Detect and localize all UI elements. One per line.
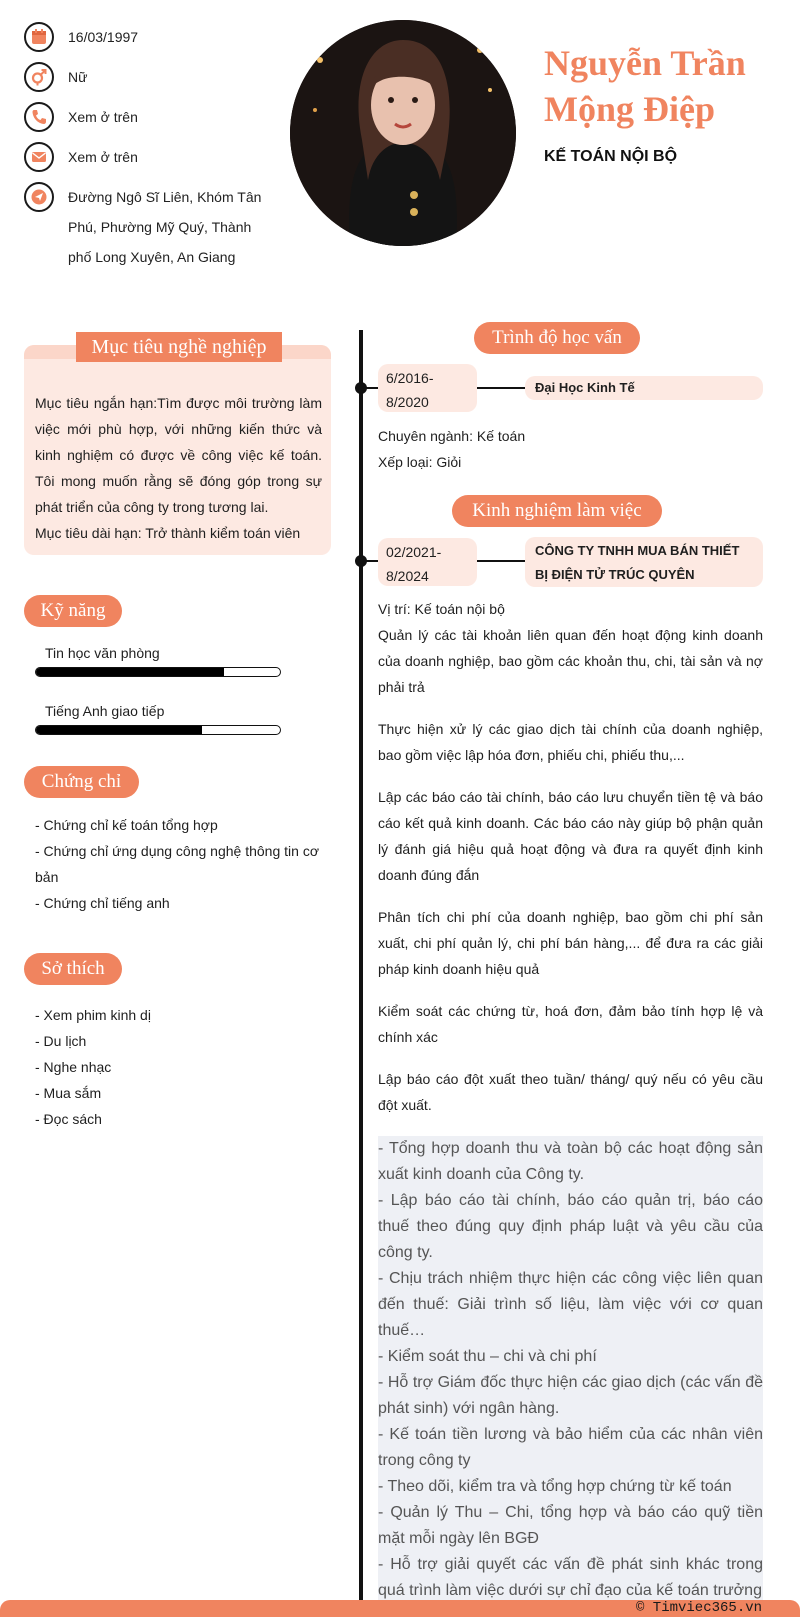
experience-role: Vị trí: Kế toán nội bộ xyxy=(378,601,505,617)
profile-photo xyxy=(290,20,516,246)
certificates-heading: Chứng chỉ xyxy=(24,766,139,798)
list-item: - Chứng chỉ tiếng anh xyxy=(35,895,170,911)
experience-duties xyxy=(378,596,763,1134)
education-heading: Trình độ học vấn xyxy=(474,322,640,354)
duty-item: Lập các báo cáo tài chính, báo cáo lưu chuyển tiền tệ và báo cáo kết quả kinh doanh. Các báo cáo này giúp bộ phận quản lý đánh giá hiệu quả hoạt động và đưa ra quyết định kinh doanh đúng đắn xyxy=(378,789,763,883)
duty-item: Phân tích chi phí của doanh nghiệp, bao gồm chi phí sản xuất, chi phí quản lý, chi phí bán hàng,... để đưa ra các giải pháp kinh doanh hiệu quả xyxy=(378,909,763,977)
list-item: - Du lịch xyxy=(35,1033,87,1049)
location-icon xyxy=(24,182,54,212)
list-item: - Kiểm soát thu – chi và chi phí xyxy=(378,1344,763,1370)
education-details xyxy=(378,423,763,475)
birthday-text: 16/03/1997 xyxy=(68,29,139,45)
objective-heading: Mục tiêu nghề nghiệp xyxy=(76,332,282,362)
list-item: - Tổng hợp doanh thu và toàn bộ các hoạt động sản xuất kinh doanh của Công ty. xyxy=(378,1136,763,1188)
education-grade: Xếp loại: Giỏi xyxy=(378,454,462,470)
list-item: - Chịu trách nhiệm thực hiện các công việc liên quan đến thuế: Giải trình số liệu, làm việc với cơ quan thuế… xyxy=(378,1266,763,1344)
hobbies-heading: Sở thích xyxy=(24,953,122,985)
list-item: - Nghe nhạc xyxy=(35,1059,112,1075)
phone-text: Xem ở trên xyxy=(68,109,138,125)
experience-extra-list xyxy=(378,1136,763,1604)
timeline-connector xyxy=(361,560,378,562)
skill-bar xyxy=(35,725,281,735)
list-item: - Đọc sách xyxy=(35,1111,102,1127)
experience-company: CÔNG TY TNHH MUA BÁN THIẾT BỊ ĐIỆN TỬ TRÚC QUYÊN xyxy=(525,537,763,587)
contact-gender xyxy=(24,62,87,92)
timeline-connector xyxy=(477,560,525,562)
contact-birthday xyxy=(24,22,138,52)
experience-heading: Kinh nghiệm làm việc xyxy=(452,495,662,527)
objective-long: Mục tiêu dài hạn: Trở thành kiểm toán viên xyxy=(35,525,301,541)
duty-item: Quản lý các tài khoản liên quan đến hoạt động kinh doanh của doanh nghiệp, bao gồm các khoản thu, chi, tài sản và nợ phải trả xyxy=(378,627,763,695)
duty-item: Kiểm soát các chứng từ, hoá đơn, đảm bảo tính hợp lệ và chính xác xyxy=(378,1003,763,1045)
candidate-name: Nguyễn Trần Mộng Điệp xyxy=(544,43,746,129)
address-text: Đường Ngô Sĩ Liên, Khóm Tân Phú, Phường Mỹ Quý, Thành phố Long Xuyên, An Giang xyxy=(68,189,262,265)
skill-bar xyxy=(35,667,281,677)
hobby-list xyxy=(35,1002,325,1132)
experience-date: 02/2021- 8/2024 xyxy=(378,538,477,586)
timeline-connector xyxy=(477,387,525,389)
education-school: Đại Học Kinh Tế xyxy=(525,376,763,400)
duty-item: Thực hiện xử lý các giao dịch tài chính của doanh nghiệp, bao gồm việc lập hóa đơn, phiếu chi, phiếu thu,... xyxy=(378,721,763,763)
list-item: - Quản lý Thu – Chi, tổng hợp và báo cáo quỹ tiền mặt mỗi ngày lên BGĐ xyxy=(378,1500,763,1552)
certificate-list xyxy=(35,812,325,916)
list-item: - Xem phim kinh dị xyxy=(35,1007,151,1023)
contact-address xyxy=(24,182,278,272)
list-item: - Kế toán tiền lương và bảo hiểm của các nhân viên trong công ty xyxy=(378,1422,763,1474)
skill-label: Tiếng Anh giao tiếp xyxy=(45,703,165,719)
contact-email xyxy=(24,142,138,172)
objective-text xyxy=(35,390,322,546)
list-item: - Theo dõi, kiểm tra và tổng hợp chứng từ kế toán xyxy=(378,1474,763,1500)
education-major: Chuyên ngành: Kế toán xyxy=(378,428,526,444)
skill-bar-fill xyxy=(36,668,224,676)
list-item: - Mua sắm xyxy=(35,1085,102,1101)
skills-heading: Kỹ năng xyxy=(24,595,122,627)
phone-icon xyxy=(24,102,54,132)
duty-item: Lập báo cáo đột xuất theo tuần/ tháng/ quý nếu có yêu cầu đột xuất. xyxy=(378,1071,763,1113)
candidate-position: KẾ TOÁN NỘI BỘ xyxy=(544,148,678,165)
timeline-line xyxy=(359,330,363,1602)
gender-text: Nữ xyxy=(68,69,88,85)
gender-icon xyxy=(24,62,54,92)
list-item: - Hỗ trợ giải quyết các vấn đề phát sinh khác trong quá trình làm việc dưới sự chỉ đạo của kế toán trưởng xyxy=(378,1552,763,1604)
calendar-icon xyxy=(24,22,54,52)
contact-phone xyxy=(24,102,138,132)
skill-label: Tin học văn phòng xyxy=(45,645,160,661)
watermark-text: © Timviec365.vn xyxy=(636,1600,763,1616)
education-date: 6/2016- 8/2020 xyxy=(378,364,477,412)
timeline-connector xyxy=(361,387,378,389)
objective-short: Mục tiêu ngắn hạn:Tìm được môi trường làm việc mới phù hợp, với những kiến thức và kinh nghiệm có được về công việc kế toán. Tôi mong muốn rằng sẽ đóng góp trong sự phát triển của công ty trong tương lai. xyxy=(35,395,322,515)
skill-bar-fill xyxy=(36,726,202,734)
list-item: - Hỗ trợ Giám đốc thực hiện các giao dịch (các vấn đề phát sinh) với ngân hàng. xyxy=(378,1370,763,1422)
list-item: - Chứng chỉ kế toán tổng hợp xyxy=(35,817,218,833)
list-item: - Chứng chỉ ứng dụng công nghệ thông tin cơ bản xyxy=(35,843,319,885)
email-icon xyxy=(24,142,54,172)
list-item: - Lập báo cáo tài chính, báo cáo quản trị, báo cáo thuế theo đúng quy định pháp luật và yêu cầu của công ty. xyxy=(378,1188,763,1266)
email-text: Xem ở trên xyxy=(68,149,138,165)
